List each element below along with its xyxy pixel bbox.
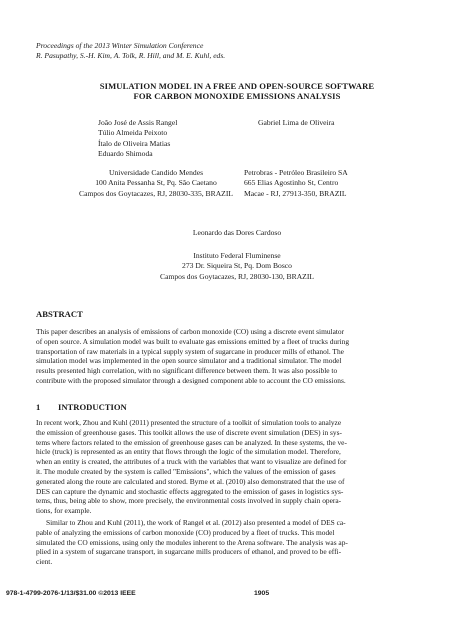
- intro-line: DES can capture the dynamic and stochastic effects aggregated to the emission of gases in logistics sys-: [36, 486, 344, 496]
- intro-line: In recent work, Zhou and Kuhl (2011) presented the structure of a toolkit of simulation tools to analyze: [36, 418, 342, 427]
- intro-section-number: 1: [36, 402, 41, 412]
- intro-line: when an entity is created, the attributes of a truck with the variables that want to visualize are defined for: [36, 457, 347, 467]
- intro-line: tions, for example.: [36, 506, 92, 516]
- intro-line: tems where factors related to the emission of greenhouse gases can be analyzed. In these systems, the ve-: [36, 437, 347, 447]
- intro-line: hicle (truck) is represented as an entity that flows through the logic of the simulation model. Therefore,: [36, 447, 341, 457]
- abstract-line: This paper describes an analysis of emissions of carbon monoxide (CO) using a discrete event simulator: [36, 327, 345, 336]
- affiliation-line: Campos dos Goytacazes, RJ, 28030-335, BRAZIL: [79, 188, 233, 198]
- affiliation-line: 273 Dr. Siqueira St, Pq. Dom Bosco: [182, 261, 292, 271]
- author-name: Gabriel Lima de Oliveira: [258, 118, 335, 127]
- author-name: Eduardo Shimoda: [98, 149, 153, 159]
- intro-paragraph-2: [36, 518, 440, 567]
- abstract-line: of open source. A simulation model was built to evaluate gas emissions emitted by a fleet of trucks during: [36, 336, 350, 346]
- author-name: Túlio Almeida Peixoto: [98, 128, 168, 138]
- intro-line: simulated the CO emissions, using only the modules inherent to the Arena software. The analysis was ap-: [36, 537, 348, 547]
- proceedings-line: Proceedings of the 2013 Winter Simulation Conference: [36, 41, 204, 50]
- intro-line: tems, thus, being able to show, more precisely, the environmental costs involved in supply chain opera-: [36, 496, 342, 506]
- intro-line: Similar to Zhou and Kuhl (2011), the work of Rangel et al. (2012) also presented a model of DES ca-: [46, 518, 346, 527]
- author-name: Ítalo de Oliveira Matias: [98, 138, 171, 148]
- editors-line: R. Pasupathy, S.-H. Kim, A. Tolk, R. Hill, and M. E. Kuhl, eds.: [36, 51, 226, 60]
- abstract-body: [36, 327, 440, 386]
- author-center-affiliation: [0, 251, 474, 282]
- affiliation-line: Instituto Federal Fluminense: [193, 251, 281, 260]
- authors-right-affiliation: [244, 168, 348, 199]
- intro-heading: INTRODUCTION: [58, 402, 127, 412]
- isbn-copyright: 978-1-4799-2076-1/13/$31.00 ©2013 IEEE: [6, 590, 136, 597]
- abstract-line: simulation model was implemented in the open source simulator and a traditional simulator. The model: [36, 356, 342, 366]
- paper-title-line-1: SIMULATION MODEL IN A FREE AND OPEN-SOURCE SOFTWARE: [99, 81, 375, 91]
- affiliation-line: 100 Anita Pessanha St, Pq. São Caetano: [95, 178, 217, 188]
- authors-left-names: [98, 118, 177, 160]
- authors-right-names: [258, 118, 335, 128]
- abstract-line: transportation of raw materials in a typical supply system of sugarcane in producer mills of ethanol. The: [36, 346, 344, 356]
- intro-line: it. The module created by the system is called "Emissions", which the values of the emission of gases: [36, 466, 336, 476]
- affiliation-line: Petrobras - Petróleo Brasileiro SA: [244, 168, 348, 177]
- abstract-line: results presented high correlation, with no significant difference between them. It was also possible to: [36, 366, 338, 376]
- author-name: João José de Assis Rangel: [98, 118, 178, 127]
- intro-line: cient.: [36, 557, 53, 567]
- abstract-heading: ABSTRACT: [36, 309, 83, 319]
- intro-line: plied in a system of sugarcane transport, in sugarcane mills producers of ethanol, and proved to be effi-: [36, 547, 342, 557]
- paper-title-line-2: FOR CARBON MONOXIDE EMISSIONS ANALYSIS: [133, 91, 341, 101]
- page-number: 1905: [254, 590, 270, 597]
- intro-line: pable of analyzing the emissions of carbon monoxide (CO) produced by a fleet of trucks. This model: [36, 527, 335, 537]
- intro-line: generated along the route are calculated and stored. Byrne et al. (2010) also demonstrated that the use of: [36, 476, 345, 486]
- intro-line: the emission of greenhouse gases. This toolkit allows the use of discrete event simulation (DES) in sys-: [36, 427, 342, 437]
- affiliation-line: Universidade Candido Mendes: [108, 168, 204, 177]
- affiliation-line: Macae - RJ, 27913-350, BRAZIL: [244, 188, 347, 198]
- intro-paragraph-1: [36, 418, 440, 516]
- abstract-line: contribute with the proposed simulator through a designed component able to account the CO emissions.: [36, 375, 346, 385]
- author-center-name: Leonardo das Dores Cardoso: [192, 228, 282, 237]
- authors-left-affiliation: [66, 168, 246, 199]
- affiliation-line: 665 Elias Agostinho St, Centro: [244, 178, 339, 188]
- affiliation-line: Campos dos Goytacazes, RJ, 28030-130, BRAZIL: [160, 271, 314, 281]
